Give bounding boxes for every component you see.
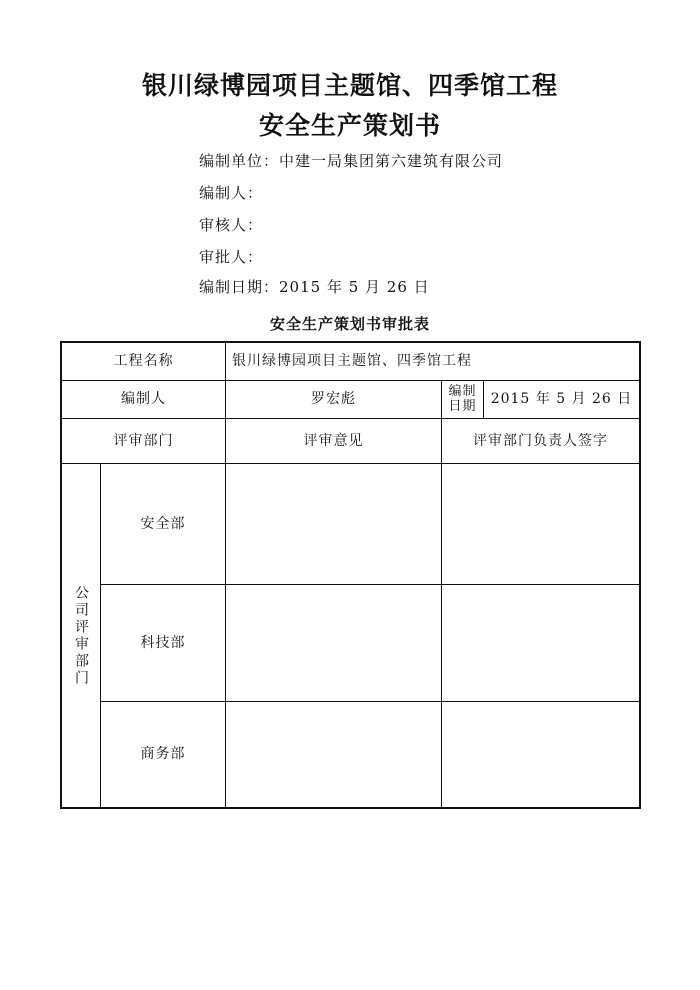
department-business-label: 商务部 xyxy=(140,746,186,763)
business-signature-cell xyxy=(442,702,639,807)
company-review-label: 公司评审部门 xyxy=(73,584,90,687)
compile-date-label: 编制 日期 xyxy=(448,383,477,414)
compile-date-value: 2015 年 5 月 26 日 xyxy=(490,391,633,408)
document-title-line-1: 银川绿博园项目主题馆、四季馆工程 xyxy=(141,71,558,100)
project-name-value: 银川绿博园项目主题馆、四季馆工程 xyxy=(232,353,472,370)
compiler-value: 罗宏彪 xyxy=(311,391,356,408)
approver-line: 审批人： xyxy=(199,248,264,266)
document-title-line-2: 安全生产策划书 xyxy=(258,111,441,140)
project-name-label: 工程名称 xyxy=(113,353,174,370)
compile-date-line: 编制日期：2015 年 5 月 26 日 xyxy=(199,278,430,296)
department-safety-label: 安全部 xyxy=(140,515,186,532)
compiling-unit-line: 编制单位：中建一局集团第六建筑有限公司 xyxy=(199,152,504,170)
safety-signature-cell xyxy=(442,464,639,584)
review-opinion-header: 评审意见 xyxy=(303,432,364,449)
compiler-line: 编制人： xyxy=(199,184,264,202)
department-technology-label: 科技部 xyxy=(140,634,186,651)
technology-signature-cell xyxy=(442,585,639,701)
approval-table xyxy=(60,341,641,809)
safety-review-opinion-cell xyxy=(226,464,441,584)
business-review-opinion-cell xyxy=(226,702,441,807)
reviewer-line: 审核人： xyxy=(199,216,264,234)
signature-header: 评审部门负责人签字 xyxy=(473,432,608,449)
technology-review-opinion-cell xyxy=(226,585,441,701)
approval-table-title: 安全生产策划书审批表 xyxy=(269,315,430,333)
review-department-header: 评审部门 xyxy=(113,432,174,449)
compiler-label: 编制人 xyxy=(121,391,166,408)
